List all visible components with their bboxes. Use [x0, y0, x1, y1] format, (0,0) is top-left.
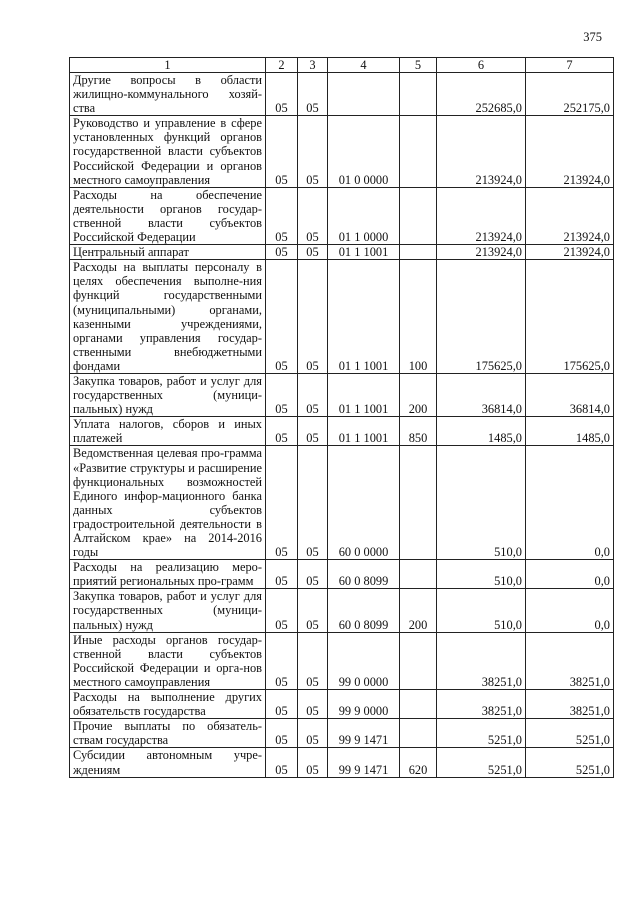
target-article-code	[328, 73, 400, 116]
target-article-code: 99 9 0000	[328, 690, 400, 719]
column-header: 6	[437, 58, 526, 73]
amount-col7: 38251,0	[526, 632, 614, 689]
amount-col6: 252685,0	[437, 73, 526, 116]
table-row	[70, 560, 614, 589]
amount-col7: 252175,0	[526, 73, 614, 116]
amount-col6: 1485,0	[437, 417, 526, 446]
table-row	[70, 187, 614, 244]
amount-col6: 510,0	[437, 446, 526, 560]
expense-name: Другие вопросы в области жилищно-коммунального хозяй-ства	[70, 73, 266, 116]
expense-type-code	[400, 245, 437, 260]
budget-table	[69, 57, 614, 778]
subsection-code: 05	[298, 116, 328, 187]
subsection-code: 05	[298, 73, 328, 116]
table-row	[70, 632, 614, 689]
target-article-code: 60 0 0000	[328, 446, 400, 560]
amount-col6: 510,0	[437, 560, 526, 589]
subsection-code: 05	[298, 373, 328, 416]
section-code: 05	[266, 73, 298, 116]
expense-name: Расходы на обеспечение деятельности органов государ-ственной власти субъектов Российской Федерации	[70, 187, 266, 244]
subsection-code: 05	[298, 719, 328, 748]
table-row	[70, 589, 614, 632]
table-row	[70, 260, 614, 374]
section-code: 05	[266, 560, 298, 589]
column-header: 4	[328, 58, 400, 73]
table-row	[70, 116, 614, 187]
table-row	[70, 73, 614, 116]
target-article-code: 01 1 0000	[328, 187, 400, 244]
expense-type-code: 850	[400, 417, 437, 446]
expense-name: Центральный аппарат	[70, 245, 266, 260]
amount-col6: 213924,0	[437, 187, 526, 244]
section-code: 05	[266, 116, 298, 187]
target-article-code: 01 1 1001	[328, 245, 400, 260]
amount-col6: 5251,0	[437, 748, 526, 777]
expense-name: Расходы на выплаты персоналу в целях обеспечения выполне-ния функций государственными (муниципальными) органами, казенными учреждениями, органами управления государ-ственными внебюджетными фондами	[70, 260, 266, 374]
amount-col7: 5251,0	[526, 719, 614, 748]
section-code: 05	[266, 373, 298, 416]
expense-name: Ведомственная целевая про-грамма «Развитие структуры и расширение функциональных возможностей Единого инфор-мационного банка данных субъектов градостроительной деятельности в Алтайском крае» на 2014-2016 годы	[70, 446, 266, 560]
column-header: 7	[526, 58, 614, 73]
amount-col7: 5251,0	[526, 748, 614, 777]
amount-col6: 5251,0	[437, 719, 526, 748]
section-code: 05	[266, 690, 298, 719]
expense-name: Закупка товаров, работ и услуг для государственных (муници-пальных) нужд	[70, 373, 266, 416]
expense-type-code	[400, 73, 437, 116]
target-article-code: 99 9 1471	[328, 719, 400, 748]
amount-col6: 38251,0	[437, 690, 526, 719]
amount-col7: 0,0	[526, 589, 614, 632]
section-code: 05	[266, 748, 298, 777]
expense-type-code	[400, 632, 437, 689]
target-article-code: 60 0 8099	[328, 589, 400, 632]
amount-col7: 175625,0	[526, 260, 614, 374]
target-article-code: 01 1 1001	[328, 260, 400, 374]
amount-col7: 0,0	[526, 560, 614, 589]
section-code: 05	[266, 260, 298, 374]
column-header: 5	[400, 58, 437, 73]
table-row	[70, 245, 614, 260]
section-code: 05	[266, 187, 298, 244]
section-code: 05	[266, 632, 298, 689]
subsection-code: 05	[298, 589, 328, 632]
table-row	[70, 690, 614, 719]
table-row	[70, 748, 614, 777]
amount-col6: 36814,0	[437, 373, 526, 416]
page-number: 375	[583, 30, 602, 44]
expense-name: Закупка товаров, работ и услуг для государственных (муници-пальных) нужд	[70, 589, 266, 632]
expense-name: Субсидии автономным учре-ждениям	[70, 748, 266, 777]
amount-col7: 0,0	[526, 446, 614, 560]
table-row	[70, 417, 614, 446]
target-article-code: 01 1 1001	[328, 373, 400, 416]
table-row	[70, 446, 614, 560]
expense-type-code: 200	[400, 373, 437, 416]
column-header: 2	[266, 58, 298, 73]
expense-type-code: 200	[400, 589, 437, 632]
expense-type-code: 620	[400, 748, 437, 777]
expense-name: Руководство и управление в сфере установленных функций органов государственной власти субъектов Российской Федерации и органов местного самоуправления	[70, 116, 266, 187]
table-row	[70, 373, 614, 416]
subsection-code: 05	[298, 245, 328, 260]
section-code: 05	[266, 446, 298, 560]
subsection-code: 05	[298, 260, 328, 374]
amount-col6: 175625,0	[437, 260, 526, 374]
subsection-code: 05	[298, 690, 328, 719]
section-code: 05	[266, 589, 298, 632]
column-header: 1	[70, 58, 266, 73]
amount-col7: 213924,0	[526, 245, 614, 260]
amount-col6: 213924,0	[437, 245, 526, 260]
expense-type-code	[400, 719, 437, 748]
expense-name: Прочие выплаты по обязатель-ствам государства	[70, 719, 266, 748]
column-header: 3	[298, 58, 328, 73]
target-article-code: 99 0 0000	[328, 632, 400, 689]
table-header-row	[70, 58, 614, 73]
amount-col7: 1485,0	[526, 417, 614, 446]
expense-type-code	[400, 560, 437, 589]
subsection-code: 05	[298, 417, 328, 446]
expense-name: Расходы на реализацию меро-приятий региональных про-грамм	[70, 560, 266, 589]
target-article-code: 01 1 1001	[328, 417, 400, 446]
expense-name: Иные расходы органов государ-ственной власти субъектов Российской Федерации и орга-нов местного самоуправления	[70, 632, 266, 689]
amount-col6: 510,0	[437, 589, 526, 632]
target-article-code: 60 0 8099	[328, 560, 400, 589]
amount-col7: 38251,0	[526, 690, 614, 719]
subsection-code: 05	[298, 632, 328, 689]
subsection-code: 05	[298, 560, 328, 589]
amount-col7: 213924,0	[526, 116, 614, 187]
amount-col6: 38251,0	[437, 632, 526, 689]
section-code: 05	[266, 719, 298, 748]
expense-type-code	[400, 446, 437, 560]
expense-type-code	[400, 690, 437, 719]
subsection-code: 05	[298, 187, 328, 244]
amount-col7: 213924,0	[526, 187, 614, 244]
section-code: 05	[266, 417, 298, 446]
subsection-code: 05	[298, 446, 328, 560]
expense-type-code	[400, 187, 437, 244]
amount-col6: 213924,0	[437, 116, 526, 187]
section-code: 05	[266, 245, 298, 260]
subsection-code: 05	[298, 748, 328, 777]
target-article-code: 01 0 0000	[328, 116, 400, 187]
expense-type-code	[400, 116, 437, 187]
expense-name: Расходы на выполнение других обязательств государства	[70, 690, 266, 719]
expense-name: Уплата налогов, сборов и иных платежей	[70, 417, 266, 446]
table-row	[70, 719, 614, 748]
target-article-code: 99 9 1471	[328, 748, 400, 777]
expense-type-code: 100	[400, 260, 437, 374]
amount-col7: 36814,0	[526, 373, 614, 416]
